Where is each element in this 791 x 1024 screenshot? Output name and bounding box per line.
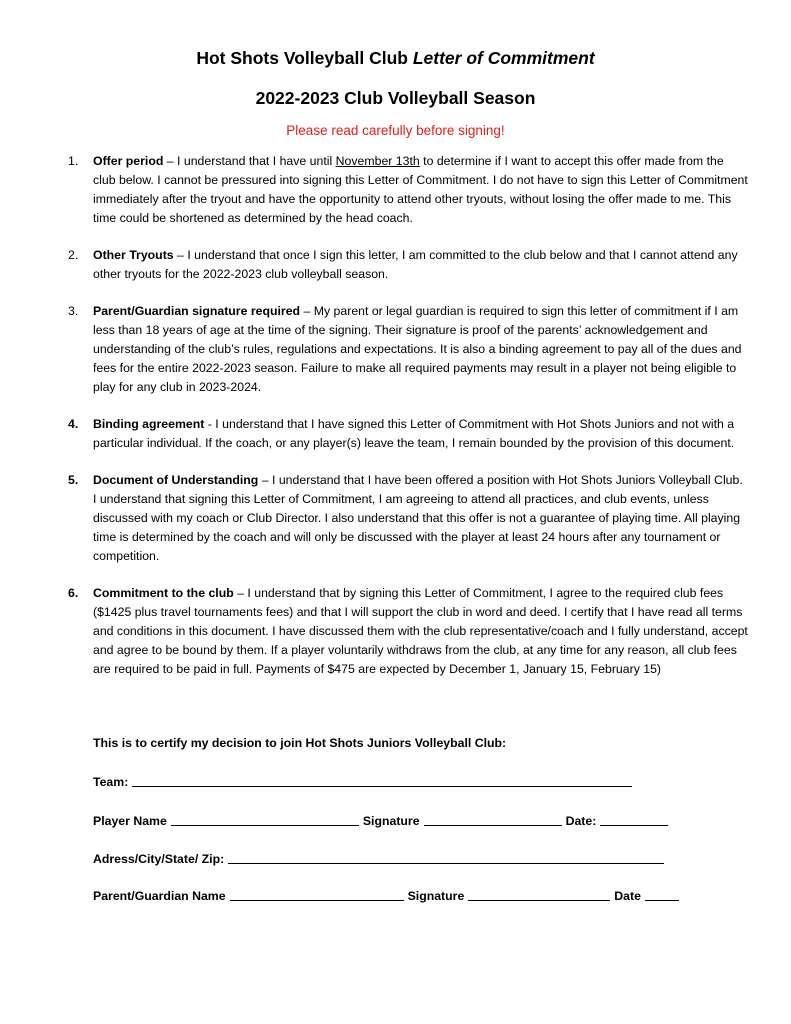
term-number: 6.: [68, 586, 79, 600]
term-text: – My parent or legal guardian is required to sign this letter of commitment if I am less than 18 years of age at the time of the signing. Their signature is proof of the parents’ acknowledgement and understanding of the club’s rules, regulations and expectations. It is also a binding agreement to pay all of the dues and fees for the entire 2022-2023 season. Failure to make all required payments may result in a player not being eligible to play for any club in 2023-2024.: [93, 304, 742, 394]
term-item-binding-agreement: [68, 415, 748, 453]
player-signature-field[interactable]: [424, 811, 562, 826]
term-text-pre: – I understand that I have until: [163, 154, 336, 168]
parent-signature-label: Signature: [407, 889, 465, 903]
parent-signature-field[interactable]: [468, 886, 610, 901]
term-text: - I understand that I have signed this Letter of Commitment with Hot Shots Juniors and not with a particular individual. If the coach, or any player(s) leave the team, I remain bounded by the provision of this document.: [93, 417, 735, 450]
parent-date-field[interactable]: [645, 886, 679, 901]
team-row: [93, 772, 636, 789]
term-number: 2.: [68, 248, 79, 262]
offer-deadline: November 13th: [335, 154, 420, 168]
term-text: – I understand that once I sign this letter, I am committed to the club below and that I cannot attend any other tryouts for the 2022-2023 club volleyball season.: [93, 248, 738, 281]
player-signature-label: Signature: [362, 814, 420, 828]
certify-statement: This is to certify my decision to join Hot Shots Juniors Volleyball Club:: [93, 736, 507, 750]
term-heading: Parent/Guardian signature required: [93, 304, 301, 318]
term-text: – I understand that I have been offered a position with Hot Shots Juniors Volleyball Club. I understand that signing this Letter of Commitment, I am agreeing to attend all practices, and club events, unless discussed with my coach or Club Director. I also understand that this offer is not a guarantee of playing time. All playing time is determined by the coach and will only be discussed with the player at least 24 hours after any tournament or competition.: [93, 473, 743, 563]
team-label: Team:: [93, 775, 129, 789]
term-number: 5.: [68, 473, 79, 487]
term-item-parent-signature: [68, 302, 748, 397]
player-date-field[interactable]: [600, 811, 668, 826]
term-heading: Binding agreement: [93, 417, 205, 431]
address-label: Adress/City/State/ Zip:: [93, 852, 225, 866]
term-text: to determine if I want to accept this offer made from the club below. I cannot be pressured into signing this Letter of Commitment. I do not have to sign this Letter of Commitment immediately after the tryout and have the opportunity to attend other tryouts, without losing the offer made to me. This time could be shortened as determined by the head coach.: [93, 154, 748, 225]
document-title: [0, 48, 791, 69]
term-heading: Document of Understanding: [93, 473, 259, 487]
term-number: 1.: [68, 154, 79, 168]
term-heading: Offer period: [93, 154, 164, 168]
term-item-understanding: [68, 471, 748, 566]
term-item-other-tryouts: [68, 246, 748, 284]
letter-title: Letter of Commitment: [412, 48, 595, 68]
parent-name-label: Parent/Guardian Name: [93, 889, 226, 903]
parent-row: [93, 886, 683, 903]
term-text: – I understand that by signing this Letter of Commitment, I agree to the required club fees ($1425 plus travel tournaments fees) and that I will support the club in word and deed. I certify that I have read all terms and conditions in this document. I have discussed them with the club representative/coach and I fully understand, accept and agree to be bound by them. If a player voluntarily withdraws from the club, at any time for any reason, all club fees are required to be paid in full. Payments of $475 are expected by December 1, January 15, February 15): [93, 586, 748, 676]
address-row: [93, 849, 668, 866]
parent-name-field[interactable]: [230, 886, 404, 901]
player-name-field[interactable]: [171, 811, 359, 826]
terms-list: [68, 152, 748, 697]
term-item-commitment: [68, 584, 748, 679]
player-date-label: Date:: [565, 814, 597, 828]
address-field[interactable]: [228, 849, 664, 864]
parent-date-label: Date: [614, 889, 641, 903]
player-name-label: Player Name: [93, 814, 167, 828]
term-heading: Commitment to the club: [93, 586, 234, 600]
team-field[interactable]: [132, 772, 632, 787]
term-number: 4.: [68, 417, 79, 431]
player-row: [93, 811, 672, 828]
term-heading: Other Tryouts: [93, 248, 174, 262]
season-title: 2022-2023 Club Volleyball Season: [255, 88, 536, 108]
term-item-offer-period: [68, 152, 748, 228]
club-name: Hot Shots Volleyball Club: [196, 48, 408, 68]
term-number: 3.: [68, 304, 79, 318]
read-notice: Please read carefully before signing!: [286, 123, 505, 138]
